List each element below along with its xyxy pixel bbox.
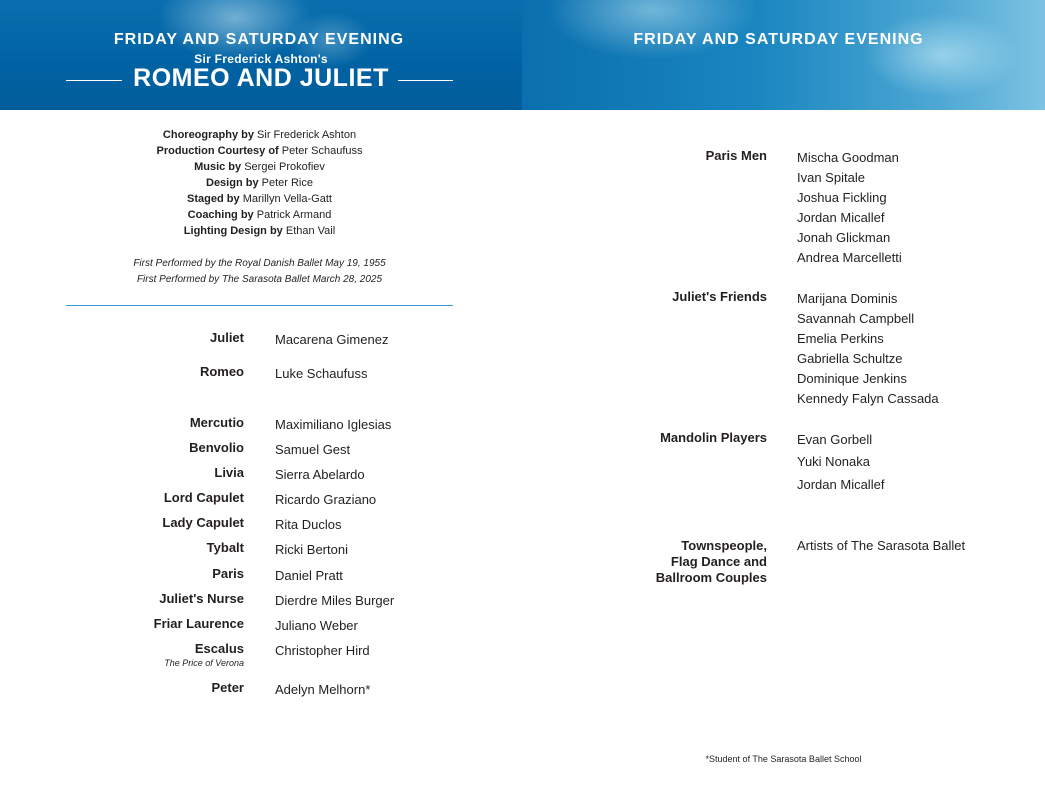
premiere-line: First Performed by the Royal Danish Ballet May 19, 1955	[133, 258, 386, 269]
performer-name: Daniel Pratt	[275, 568, 343, 583]
credit-line	[66, 191, 453, 207]
performer-name: Gabriella Schultze	[797, 351, 903, 366]
performer-name: Evan Gorbell	[797, 432, 873, 447]
performer-name: Ricardo Graziano	[275, 492, 377, 507]
performer-name: Jonah Glickman	[797, 230, 891, 245]
performer-name: Maximiliano Iglesias	[275, 417, 392, 432]
performer-name: Dominique Jenkins	[797, 371, 907, 386]
credit-value: Peter Rice	[261, 177, 313, 189]
role-name: Tybalt	[206, 540, 244, 555]
credit-value: Sergei Prokofiev	[244, 161, 325, 173]
performer-names	[275, 364, 368, 384]
performer-names	[275, 680, 370, 700]
performer-name: Emelia Perkins	[797, 331, 884, 346]
credit-line	[66, 127, 453, 143]
performer-names	[275, 490, 376, 510]
performer-name: Jordan Micallef	[797, 210, 885, 225]
role-name: Romeo	[199, 364, 244, 379]
role-name: Juliet's Nurse	[159, 591, 244, 606]
role-name: Benvolio	[189, 440, 244, 455]
credit-value: Marillyn Vella-Gatt	[242, 193, 332, 205]
performer-name: Ricki Bertoni	[275, 542, 348, 557]
performer-name: Yuki Nonaka	[797, 454, 870, 469]
credit-label: Production Courtesy of	[156, 145, 279, 157]
performer-name: Ivan Spitale	[797, 170, 865, 185]
role-name: Townspeople, Flag Dance and Ballroom Couples	[655, 538, 767, 585]
performer-names	[275, 566, 343, 586]
performer-name: Macarena Gimenez	[275, 332, 389, 347]
performer-name: Joshua Fickling	[797, 190, 887, 205]
section-divider	[66, 305, 453, 306]
role-name: Friar Laurence	[153, 616, 244, 631]
performer-name: Savannah Campbell	[797, 311, 915, 326]
footnote: *Student of The Sarasota Ballet School	[705, 754, 862, 764]
credit-value: Patrick Armand	[256, 209, 332, 221]
performer-names	[797, 148, 902, 268]
role-name: Lord Capulet	[163, 490, 244, 505]
role-name: Paris Men	[705, 148, 767, 163]
role-name: Peter	[211, 680, 244, 695]
performer-name: Luke Schaufuss	[275, 366, 368, 381]
credit-line	[66, 143, 453, 159]
performer-name: Adelyn Melhorn*	[275, 682, 371, 697]
performer-name: Sierra Abelardo	[275, 467, 365, 482]
performer-name: Marijana Dominis	[797, 291, 898, 306]
premiere-notes	[66, 256, 453, 288]
performer-names	[275, 591, 394, 611]
performer-name: Dierdre Miles Burger	[275, 593, 395, 608]
credit-label: Choreography by	[162, 129, 254, 141]
role-name: Livia	[214, 465, 244, 480]
role-name: Juliet	[210, 330, 244, 345]
banner-title-left: FRIDAY AND SATURDAY EVENING	[113, 31, 405, 48]
role-subtitle: The Price of Verona	[164, 658, 244, 668]
performer-name: Mischa Goodman	[797, 150, 899, 165]
performer-names	[275, 465, 365, 485]
performer-name: Kennedy Falyn Cassada	[797, 391, 939, 406]
performer-names	[275, 540, 348, 560]
role-name: Paris	[212, 566, 244, 581]
premiere-line: First Performed by The Sarasota Ballet March 28, 2025	[136, 274, 383, 285]
performer-name: Rita Duclos	[275, 517, 342, 532]
credit-label: Design by	[206, 177, 259, 189]
performer-names	[275, 616, 358, 636]
performer-name: Jordan Micallef	[797, 477, 885, 492]
credit-label: Staged by	[187, 193, 240, 205]
header-banner-right	[522, 0, 1045, 110]
performer-name: Andrea Marcelletti	[797, 250, 902, 265]
performer-names	[797, 289, 939, 409]
performer-names	[797, 538, 965, 554]
role-name: Juliet's Friends	[672, 289, 767, 304]
performer-names	[797, 430, 884, 495]
credit-label: Coaching by	[187, 209, 254, 221]
banner-title-right: FRIDAY AND SATURDAY EVENING	[633, 31, 924, 48]
performer-name: Christopher Hird	[275, 643, 370, 658]
credit-line	[66, 207, 453, 223]
role-name: Mandolin Players	[660, 430, 767, 445]
role-name: Mercutio	[189, 415, 244, 430]
performer-names	[275, 641, 370, 661]
role-name: Lady Capulet	[162, 515, 244, 530]
credit-value: Ethan Vail	[285, 225, 336, 237]
title-rule-right	[398, 80, 453, 81]
performer-names	[275, 330, 388, 350]
role-name: Escalus The Price of Verona	[66, 641, 244, 669]
credit-label: Music by	[194, 161, 242, 173]
credit-value: Peter Schaufuss	[281, 145, 363, 157]
performer-names	[275, 515, 341, 535]
performer-names	[275, 415, 391, 435]
performer-name: Juliano Weber	[275, 618, 358, 633]
show-title: ROMEO AND JULIET	[133, 64, 389, 92]
production-credits	[66, 127, 453, 239]
header-banner-left	[0, 0, 522, 110]
credit-line	[66, 223, 453, 239]
show-subtitle: Sir Frederick Ashton's	[194, 52, 328, 66]
credit-value: Sir Frederick Ashton	[257, 129, 357, 141]
performer-name: Samuel Gest	[275, 442, 351, 457]
credit-line	[66, 159, 453, 175]
credit-label: Lighting Design by	[183, 225, 283, 237]
performer-names	[275, 440, 350, 460]
performer-name: Artists of The Sarasota Ballet	[797, 538, 966, 553]
credit-line	[66, 175, 453, 191]
